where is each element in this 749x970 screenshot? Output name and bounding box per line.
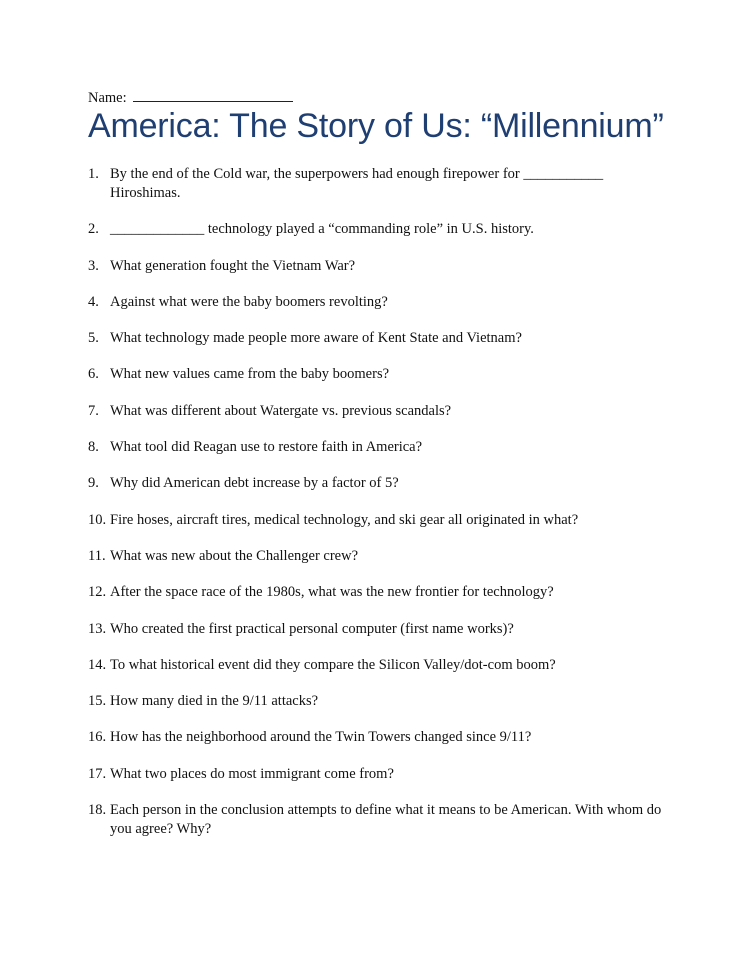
question-text: _____________ technology played a “commanding role” in U.S. history. (110, 221, 534, 238)
question-item (88, 474, 668, 493)
worksheet-page (88, 88, 668, 856)
question-number: 6. (88, 366, 99, 383)
question-number: 17. (88, 765, 107, 782)
question-text: Fire hoses, aircraft tires, medical technology, and ski gear all originated in what? (110, 511, 579, 528)
name-field (88, 88, 668, 107)
question-item (88, 438, 668, 457)
question-number: 5. (88, 330, 99, 347)
question-number: 16. (88, 729, 107, 746)
question-item (88, 583, 668, 602)
question-number: 8. (88, 439, 99, 456)
question-number: 15. (88, 693, 107, 710)
question-item (88, 547, 668, 566)
question-text: What was different about Watergate vs. previous scandals? (110, 402, 452, 419)
question-item (88, 728, 668, 747)
question-number: 2. (88, 221, 99, 238)
question-item (88, 511, 668, 530)
question-text: Each person in the conclusion attempts to define what it means to be American. With whom do you agree? Why? (110, 802, 662, 838)
question-number: 4. (88, 293, 99, 310)
question-number: 18. (88, 802, 107, 819)
question-item (88, 165, 668, 203)
question-text: Against what were the baby boomers revolting? (110, 293, 388, 310)
question-number: 14. (88, 656, 107, 673)
question-text: Why did American debt increase by a factor of 5? (110, 475, 399, 492)
question-text: What generation fought the Vietnam War? (110, 257, 356, 274)
question-text: Who created the first practical personal computer (first name works)? (110, 620, 514, 637)
question-text: To what historical event did they compare the Silicon Valley/dot-com boom? (110, 656, 556, 673)
page-title: America: The Story of Us: “Millennium” (88, 107, 664, 145)
question-number: 11. (88, 547, 106, 564)
question-item (88, 220, 668, 239)
question-item (88, 293, 668, 312)
question-number: 7. (88, 402, 99, 419)
question-number: 10. (88, 511, 107, 528)
question-number: 13. (88, 620, 107, 637)
question-item (88, 257, 668, 276)
question-text: What was new about the Challenger crew? (110, 547, 359, 564)
question-text: What two places do most immigrant come from? (110, 765, 394, 782)
question-number: 1. (88, 166, 99, 182)
question-number: 3. (88, 257, 99, 274)
question-text: How has the neighborhood around the Twin Towers changed since 9/11? (110, 729, 532, 746)
question-text: By the end of the Cold war, the superpowers had enough firepower for ___________ Hiroshimas. (110, 166, 604, 201)
question-text: What tool did Reagan use to restore faith in America? (110, 439, 423, 456)
question-item (88, 765, 668, 784)
question-item (88, 656, 668, 675)
question-text: What technology made people more aware of Kent State and Vietnam? (110, 330, 522, 347)
question-text: What new values came from the baby boomers? (110, 366, 390, 383)
question-item (88, 365, 668, 384)
question-item (88, 692, 668, 711)
question-number: 9. (88, 475, 99, 492)
name-blank-line (133, 88, 293, 102)
question-number: 12. (88, 584, 107, 601)
question-item (88, 329, 668, 348)
question-item (88, 801, 668, 839)
name-label: Name: (88, 90, 127, 106)
question-list (88, 165, 668, 839)
question-item (88, 620, 668, 639)
question-text: After the space race of the 1980s, what was the new frontier for technology? (110, 584, 554, 601)
question-item (88, 402, 668, 421)
question-text: How many died in the 9/11 attacks? (110, 693, 319, 710)
